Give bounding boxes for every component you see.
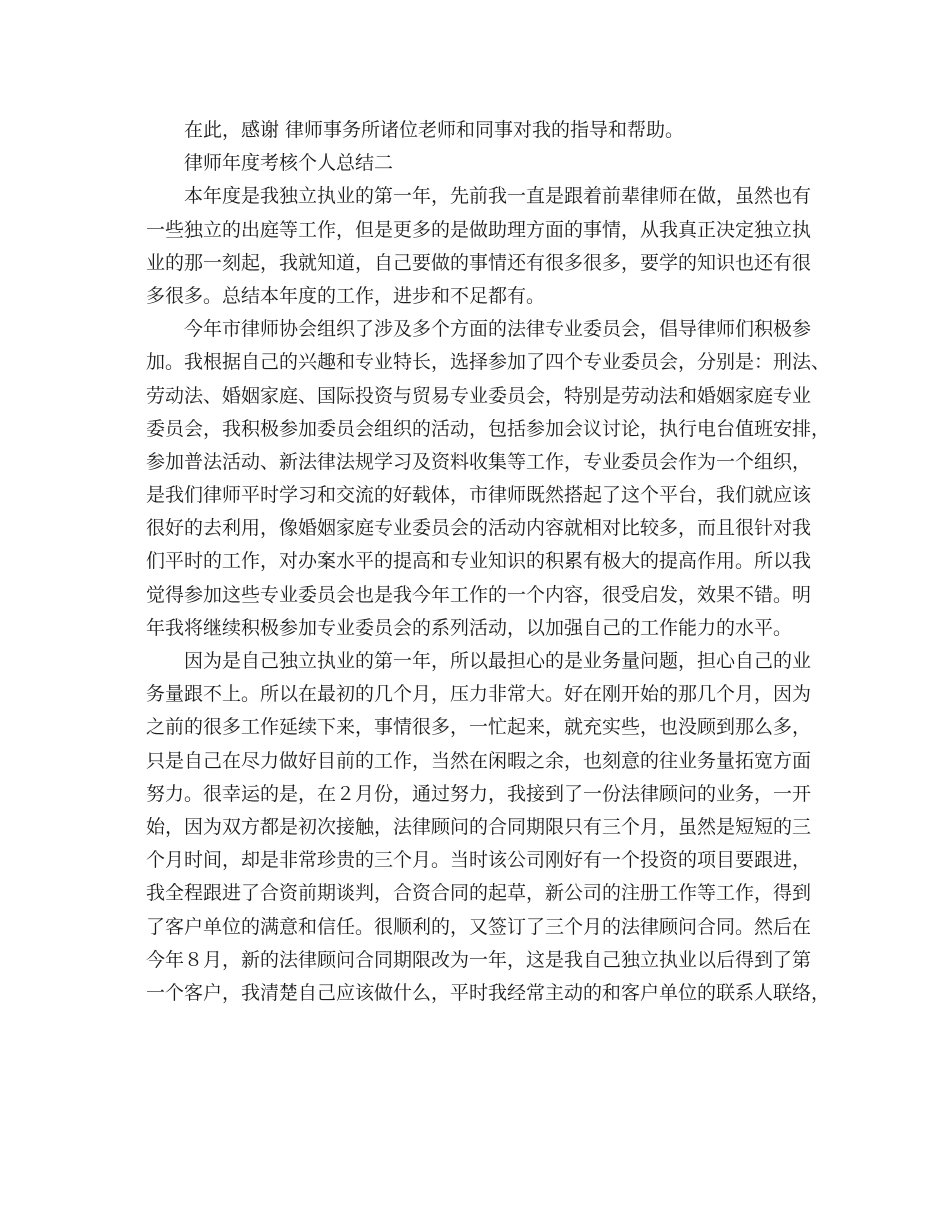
paragraph-line: 今年８月，新的法律顾问合同期限改为一年，这是我自己独立执业以后得到了第 bbox=[146, 948, 812, 971]
paragraph-line: 加。我根据自己的兴趣和专业特长，选择参加了四个专业委员会，分别是：刑法、 bbox=[146, 351, 831, 374]
paragraph-line: 一个客户，我清楚自己应该做什么，平时我经常主动的和客户单位的联系人联络， bbox=[146, 981, 831, 1004]
paragraph-line: 之前的很多工作延续下来，事情很多，一忙起来，就充实些，也没顾到那么多， bbox=[146, 716, 812, 739]
paragraph-line: 年我将继续积极参加专业委员会的系列活动，以加强自己的工作能力的水平。 bbox=[146, 616, 793, 639]
paragraph-line: 因为是自己独立执业的第一年，所以最担心的是业务量问题，担心自己的业 bbox=[184, 650, 812, 672]
document-body bbox=[146, 114, 831, 1010]
paragraph-line: 始，因为双方都是初次接触，法律顾问的合同期限只有三个月，虽然是短短的三 bbox=[146, 815, 812, 838]
paragraph-line: 很好的去利用，像婚姻家庭专业委员会的活动内容就相对比较多，而且很针对我 bbox=[146, 517, 812, 540]
paragraph-line: 努力。很幸运的是，在２月份，通过努力，我接到了一份法律顾问的业务，一开 bbox=[146, 782, 812, 805]
paragraph-line: 个月时间，却是非常珍贵的三个月。当时该公司刚好有一个投资的项目要跟进， bbox=[146, 849, 812, 872]
paragraph-line: 务量跟不上。所以在最初的几个月，压力非常大。好在刚开始的那几个月，因为 bbox=[146, 683, 812, 706]
paragraph-line: 多很多。总结本年度的工作，进步和不足都有。 bbox=[146, 284, 546, 307]
section-heading: 律师年度考核个人总结二 bbox=[184, 152, 394, 175]
paragraph-line: 劳动法、婚姻家庭、国际投资与贸易专业委员会，特别是劳动法和婚姻家庭专业 bbox=[146, 384, 812, 407]
paragraph-line: 业的那一刻起，我就知道，自己要做的事情还有很多很多，要学的知识也还有很 bbox=[146, 251, 812, 274]
paragraph-line: 本年度是我独立执业的第一年，先前我一直是跟着前辈律师在做，虽然也有 bbox=[184, 185, 812, 208]
paragraph-line: 参加普法活动、新法律法规学习及资料收集等工作，专业委员会作为一个组织， bbox=[146, 450, 812, 473]
paragraph-line: 我全程跟进了合资前期谈判，合资合同的起草，新公司的注册工作等工作，得到 bbox=[146, 882, 812, 905]
paragraph-line: 委员会，我积极参加委员会组织的活动，包括参加会议讨论，执行电台值班安排， bbox=[146, 417, 831, 440]
paragraph-line: 们平时的工作，对办案水平的提高和专业知识的积累有极大的提高作用。所以我 bbox=[146, 550, 812, 573]
paragraph-line: 一些独立的出庭等工作，但是更多的是做助理方面的事情，从我真正决定独立执 bbox=[146, 218, 812, 241]
paragraph-line: 觉得参加这些专业委员会也是我今年工作的一个内容，很受启发，效果不错。明 bbox=[146, 583, 812, 606]
paragraph-line: 只是自己在尽力做好目前的工作，当然在闲暇之余，也刻意的往业务量拓宽方面 bbox=[146, 749, 812, 772]
paragraph-line: 是我们律师平时学习和交流的好载体，市律师既然搭起了这个平台，我们就应该 bbox=[146, 484, 812, 507]
paragraph-line: 在此，感谢 律师事务所诸位老师和同事对我的指导和帮助。 bbox=[184, 119, 685, 141]
paragraph-line: 今年市律师协会组织了涉及多个方面的法律专业委员会，倡导律师们积极参 bbox=[184, 318, 812, 341]
paragraph-line: 了客户单位的满意和信任。很顺利的，又签订了三个月的法律顾问合同。然后在 bbox=[146, 915, 812, 938]
